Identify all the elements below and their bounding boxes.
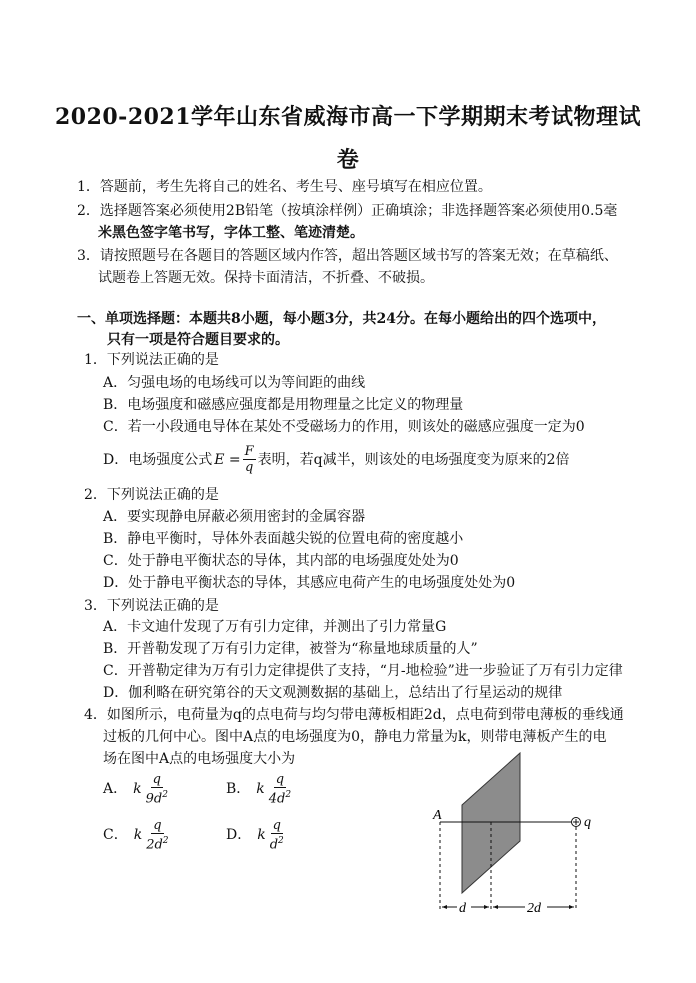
q1-option-a: A．匀强电场的电场线可以为等间距的曲线 [103, 375, 366, 391]
instruction-1: 1．答题前，考生先将自己的姓名、考生号、座号填写在相应位置。 [77, 179, 492, 195]
q4-line-1: 4．如图所示，电荷量为q的点电荷与均匀带电薄板相距2d，点电荷到带电薄板的垂线通 [84, 707, 624, 723]
instruction-2-cont: 米黑色签字笔书写，字体工整、笔迹清楚。 [98, 225, 364, 241]
q4-option-a [103, 772, 172, 806]
instruction-3-cont: 试题卷上答题无效。保持卡面清洁，不折叠、不破损。 [98, 270, 434, 286]
q4-a-label: A． [103, 781, 128, 798]
q3-option-a: A．卡文迪什发现了万有引力定律，并测出了引力常量G [103, 619, 447, 635]
q1-option-c: C．若一小段通电导体在某处不受磁场力的作用，则该处的磁感应强度一定为0 [103, 419, 585, 435]
q4-c-num: q [153, 818, 162, 833]
q4-line-2: 过板的几何中心。图中A点的电场强度为0，静电力常量为k，则带电薄板产生的电 [103, 729, 607, 745]
q1-stem: 1．下列说法正确的是 [84, 352, 219, 368]
q1-d-suffix: 表明，若q减半，则该处的电场强度变为原来的2倍 [257, 451, 570, 468]
label-A: A [433, 808, 442, 823]
q4-option-b [226, 772, 295, 806]
q4-figure [430, 745, 610, 920]
q4-option-c [103, 818, 173, 852]
page-title-cont: 卷 [336, 147, 360, 173]
dim-2d-arrow-left [493, 905, 498, 909]
q4-d-fraction [268, 818, 286, 852]
q2-stem: 2．下列说法正确的是 [84, 487, 219, 503]
page-title: 2020-2021学年山东省威海市高一下学期期末考试物理试 [54, 104, 642, 130]
q1-d-prefix: D．电场强度公式 [103, 451, 213, 468]
q4-a-k: k [133, 781, 142, 798]
section-heading-cont: 只有一项是符合题目要求的。 [107, 332, 289, 348]
q4-d-den: $d^2$ [269, 836, 284, 853]
q1-d-eq: E = [214, 451, 241, 468]
q4-b-num: q [275, 772, 285, 787]
q2-option-a: A．要实现静电屏蔽必须用密封的金属容器 [103, 509, 366, 525]
q1-option-b: B．电场强度和磁感应强度都是用物理量之比定义的物理量 [103, 397, 464, 413]
label-2d: 2d [527, 901, 541, 916]
q4-b-k: k [256, 781, 265, 798]
q4-d-k: k [257, 827, 266, 844]
q4-line-3: 场在图中A点的电场强度大小为 [103, 751, 296, 767]
q2-option-d: D．处于静电平衡状态的导体，其感应电荷产生的电场强度处处为0 [103, 575, 516, 591]
q4-b-label: B． [226, 781, 251, 798]
q1-d-fraction [243, 444, 256, 475]
q4-b-fraction [267, 772, 293, 806]
q4-c-label: C． [103, 827, 128, 844]
q4-a-den: $9d^2$ [145, 790, 168, 807]
dim-d-arrow-right [484, 905, 489, 909]
label-q: q [584, 815, 591, 830]
q4-c-den: $2d^2$ [146, 836, 169, 853]
q4-b-den: $4d^2$ [268, 790, 292, 807]
q2-option-b: B．静电平衡时，导体外表面越尖锐的位置电荷的密度越小 [103, 531, 464, 547]
q4-a-fraction [144, 772, 170, 806]
instruction-3: 3．请按照题号在各题目的答题区域内作答，超出答题区域书写的答案无效；在草稿纸、 [77, 248, 618, 264]
q4-option-d [226, 818, 288, 852]
q3-option-d: D．伽利略在研究第谷的天文观测数据的基础上，总结出了行星运动的规律 [103, 685, 563, 701]
q4-d-num: q [272, 818, 281, 833]
q2-option-c: C．处于静电平衡状态的导体，其内部的电场强度处处为0 [103, 553, 459, 569]
q1-option-d [103, 444, 570, 475]
q3-option-b: B．开普勒发现了万有引力定律，被誉为“称量地球质量的人” [103, 641, 478, 657]
q3-option-c: C．开普勒定律为万有引力定律提供了支持，“月-地检验”进一步验证了万有引力定律 [103, 663, 623, 679]
q1-d-den: q [244, 460, 254, 475]
dim-d-arrow-left [442, 905, 447, 909]
q4-c-k: k [133, 827, 143, 844]
q4-d-label: D． [226, 827, 252, 844]
q4-c-fraction [144, 818, 170, 852]
dim-2d-arrow-right [569, 905, 574, 909]
label-d: d [459, 901, 466, 916]
q3-stem: 3．下列说法正确的是 [84, 598, 219, 614]
q4-a-num: q [152, 772, 161, 787]
section-heading: 一、单项选择题：本题共8小题，每小题3分，共24分。在每小题给出的四个选项中， [77, 311, 606, 327]
q1-d-num: F [244, 444, 254, 459]
instruction-2: 2．选择题答案必须使用2B铅笔（按填涂样例）正确填涂；非选择题答案必须使用0.5毫 [77, 203, 618, 219]
